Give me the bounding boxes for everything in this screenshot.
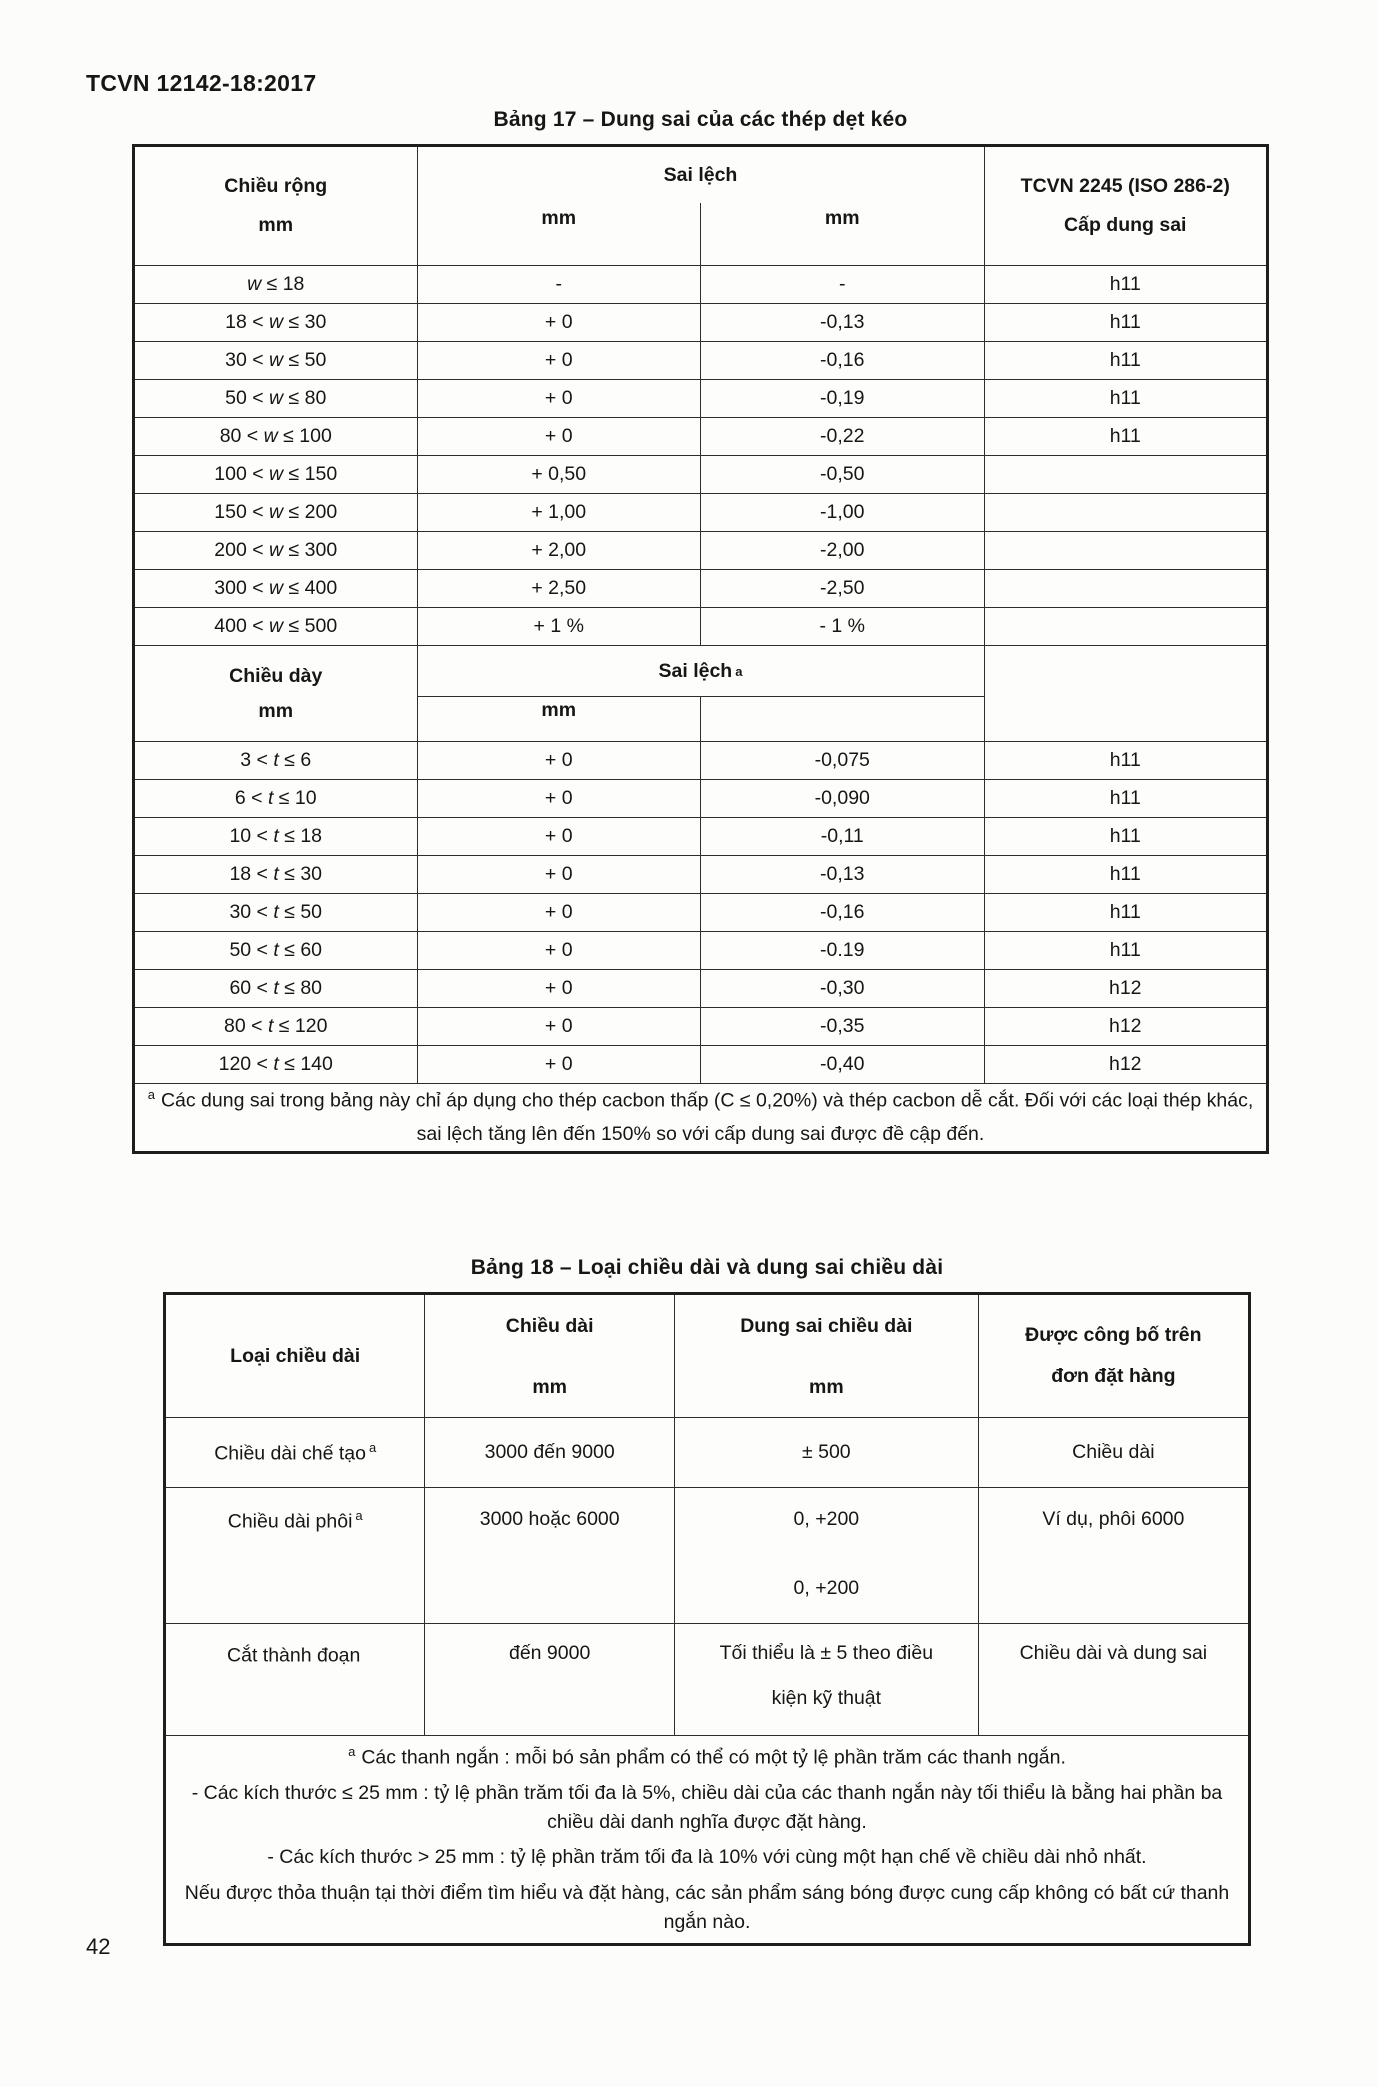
plus-dev-cell: - [417,266,701,304]
length-tolerance-column-header [674,1294,978,1418]
plus-dev-cell: + 1 % [417,608,701,646]
grade-cell: h11 [984,894,1268,932]
plus-dev-cell: + 0 [417,742,701,780]
grade-cell: h11 [984,932,1268,970]
length-header-label: Chiều dài [505,1315,594,1337]
deviation-header-label-thickness [418,647,984,697]
tolerance-line2: 0, +200 [793,1577,860,1599]
minus-dev-cell: -1,00 [701,494,985,532]
tolerance-line1: 0, +200 [793,1508,860,1530]
table-row [134,456,1268,494]
grade-cell: h12 [984,970,1268,1008]
grade-cell: h12 [984,1008,1268,1046]
minus-dev-cell: -0,19 [701,380,985,418]
plus-dev-cell: + 0 [417,894,701,932]
length-type-cell [165,1624,425,1736]
grade-cell: h11 [984,780,1268,818]
range-cell: 18 < w ≤ 30 [134,304,418,342]
plus-dev-cell: + 0 [417,970,701,1008]
table17-tolerance-table [132,144,1269,1154]
range-cell: 80 < t ≤ 120 [134,1008,418,1046]
doc-number: TCVN 12142-18:2017 [86,70,317,96]
footnote-line: Nếu được thỏa thuận tại thời điểm tìm hiểu và đặt hàng, các sản phẩm sáng bóng được cung cấp không có bất cứ thanh ngắn nào. [184,1881,1230,1933]
plus-dev-cell: + 0 [417,932,701,970]
range-cell: w ≤ 18 [134,266,418,304]
table18-title: Bảng 18 – Loại chiều dài và dung sai chiều dài [470,1256,944,1279]
table-row [134,418,1268,456]
grade-cell: h11 [984,818,1268,856]
footnote-marker: a [147,1087,155,1102]
range-cell: 18 < t ≤ 30 [134,856,418,894]
table17-thickness-header-row [134,646,1268,742]
grade-cell: h11 [984,380,1268,418]
table17-width-header-row [134,146,1268,266]
deviation-unit-plus: mm [541,698,577,721]
range-cell: 10 < t ≤ 18 [134,818,418,856]
range-cell: 150 < w ≤ 200 [134,494,418,532]
length-type-cell [165,1488,425,1624]
tolerance-line1: Tối thiểu là ± 5 theo điều [719,1642,934,1664]
length-type-text: Cắt thành đoạn [227,1644,361,1667]
minus-dev-cell: - [701,266,985,304]
minus-dev-cell: -0,50 [701,456,985,494]
grade-cell [984,570,1268,608]
thickness-header-label: Chiều dày [229,664,323,687]
table17-title: Bảng 17 – Dung sai của các thép dẹt kéo [493,108,908,131]
plus-dev-cell: + 0 [417,380,701,418]
table17-section [132,108,1269,1154]
grade-cell [984,494,1268,532]
length-type-cell [165,1418,425,1488]
length-cell: đến 9000 [425,1624,675,1736]
length-tolerance-header-unit: mm [808,1376,844,1398]
declared-column-header [978,1294,1249,1418]
range-cell: 60 < t ≤ 80 [134,970,418,1008]
table18-section [163,1256,1251,1946]
table18-footnote [165,1736,1250,1945]
minus-dev-cell: -0,11 [701,818,985,856]
deviation-column-header-thickness [417,646,984,742]
length-cell: 3000 hoặc 6000 [425,1488,675,1624]
grade-cell: h12 [984,1046,1268,1084]
table-row [134,818,1268,856]
declared-cell: Chiều dài và dung sai [978,1624,1249,1736]
footnote-text: Các thanh ngắn : mỗi bó sản phẩm có thể có một tỷ lệ phần trăm các thanh ngắn. [361,1746,1066,1769]
declared-cell: Chiều dài [978,1418,1249,1488]
table-row [134,380,1268,418]
plus-dev-cell: + 0 [417,818,701,856]
table-row [134,266,1268,304]
deviation-unit-plus: mm [541,207,577,229]
range-cell: 6 < t ≤ 10 [134,780,418,818]
table18-length-table [163,1292,1251,1946]
plus-dev-cell: + 0,50 [417,456,701,494]
plus-dev-cell: + 0 [417,1008,701,1046]
deviation-label-text: Sai lệch [658,659,733,682]
plus-dev-cell: + 0 [417,418,701,456]
minus-dev-cell: -0,16 [701,342,985,380]
deviation-column-header [417,146,984,266]
plus-dev-cell: + 2,00 [417,532,701,570]
table-row [165,1624,1250,1736]
tolerance-cell: ± 500 [674,1418,978,1488]
grade-header-label: Cấp dung sai [1064,214,1187,236]
deviation-unit-minus [700,697,984,741]
range-cell: 30 < w ≤ 50 [134,342,418,380]
table-row [134,970,1268,1008]
length-tolerance-header-label: Dung sai chiều dài [740,1315,913,1337]
declared-header-line2: đơn đặt hàng [1051,1365,1176,1387]
table-row [165,1418,1250,1488]
length-type-text: Chiều dài phôi [227,1510,353,1533]
plus-dev-cell: + 2,50 [417,570,701,608]
grade-cell: h11 [984,304,1268,342]
plus-dev-cell: + 1,00 [417,494,701,532]
length-cell: 3000 đến 9000 [425,1418,675,1488]
minus-dev-cell: -0,22 [701,418,985,456]
footnote-line: - Các kích thước ≤ 25 mm : tỷ lệ phần trăm tối đa là 5%, chiều dài của các thanh ngắn này tối thiểu là bằng hai phần ba chiều dài danh nghĩa được đặt hàng. [191,1781,1223,1833]
grade-header-standard: TCVN 2245 (ISO 286-2) [1020,175,1230,197]
range-cell: 50 < t ≤ 60 [134,932,418,970]
grade-cell: h11 [984,742,1268,780]
table-row [134,570,1268,608]
table-row [134,1008,1268,1046]
footnote-marker: a [355,1508,363,1523]
plus-dev-cell: + 0 [417,342,701,380]
table-row [134,532,1268,570]
deviation-header-units-thickness [418,697,984,741]
page-number: 42 [86,1934,111,1959]
table-row [134,856,1268,894]
footnote-marker: a [368,1439,377,1455]
deviation-unit-minus: mm [700,203,984,265]
range-cell: 3 < t ≤ 6 [134,742,418,780]
table-row [165,1488,1250,1624]
table-row [134,932,1268,970]
minus-dev-cell: -0,40 [701,1046,985,1084]
table17-footnote-row [134,1084,1268,1153]
table-row [134,780,1268,818]
grade-cell: h11 [984,856,1268,894]
footnote-marker: a [348,1744,356,1759]
width-header-unit: mm [258,214,294,236]
minus-dev-cell: -0,075 [701,742,985,780]
table17-footnote [134,1084,1268,1153]
thickness-header-unit: mm [258,699,294,722]
range-cell: 120 < t ≤ 140 [134,1046,418,1084]
range-cell: 400 < w ≤ 500 [134,608,418,646]
grade-cell: h11 [984,342,1268,380]
table-row [134,342,1268,380]
deviation-header-label: Sai lệch [663,163,738,186]
footnote-marker: a [735,663,743,679]
tolerance-line2: kiện kỹ thuật [771,1687,882,1709]
minus-dev-cell: -0,16 [701,894,985,932]
plus-dev-cell: + 0 [417,856,701,894]
width-header-label: Chiều rộng [224,175,328,197]
length-column-header [425,1294,675,1418]
plus-dev-cell: + 0 [417,304,701,342]
range-cell: 50 < w ≤ 80 [134,380,418,418]
minus-dev-cell: -0.19 [701,932,985,970]
width-column-header [134,146,418,266]
minus-dev-cell: -2,00 [701,532,985,570]
table-row [134,608,1268,646]
thickness-column-header [134,646,418,742]
range-cell: 100 < w ≤ 150 [134,456,418,494]
tolerance-cell [674,1624,978,1736]
footnote-line [166,1742,1248,1773]
table18-footnote-row [165,1736,1250,1945]
minus-dev-cell: -0,30 [701,970,985,1008]
footnote-line: - Các kích thước > 25 mm : tỷ lệ phần trăm tối đa là 10% với cùng một hạn chế về chiều dài nhỏ nhất. [267,1846,1147,1869]
length-header-unit: mm [532,1376,567,1398]
table-row [134,1046,1268,1084]
grade-cell: h11 [984,418,1268,456]
minus-dev-cell: - 1 % [701,608,985,646]
minus-dev-cell: -0,090 [701,780,985,818]
range-cell: 30 < t ≤ 50 [134,894,418,932]
table18-header-row [165,1294,1250,1418]
tolerance-cell [674,1488,978,1624]
deviation-header-units [418,203,984,265]
plus-dev-cell: + 0 [417,780,701,818]
range-cell: 200 < w ≤ 300 [134,532,418,570]
grade-column-header [984,146,1268,266]
range-cell: 80 < w ≤ 100 [134,418,418,456]
grade-cell [984,532,1268,570]
table-row [134,494,1268,532]
declared-cell: Ví dụ, phôi 6000 [978,1488,1249,1624]
table-row [134,894,1268,932]
range-cell: 300 < w ≤ 400 [134,570,418,608]
grade-cell [984,456,1268,494]
minus-dev-cell: -0,35 [701,1008,985,1046]
grade-column-header-empty [984,646,1268,742]
minus-dev-cell: -0,13 [701,304,985,342]
minus-dev-cell: -2,50 [701,570,985,608]
table-row [134,304,1268,342]
length-type-text: Chiều dài chế tạo [214,1442,366,1465]
length-type-column-header: Loại chiều dài [165,1294,425,1418]
declared-header-line1: Được công bố trên [1025,1324,1202,1347]
plus-dev-cell: + 0 [417,1046,701,1084]
table-row [134,742,1268,780]
table17-footnote-text: Các dung sai trong bảng này chỉ áp dụng cho thép cacbon thấp (C ≤ 0,20%) và thép cacbon dễ cắt. Đối với các loại thép khác, sai lệch tăng lên đến 150% so với cấp dung sai được đề cập đến. [160,1089,1254,1145]
minus-dev-cell: -0,13 [701,856,985,894]
grade-cell [984,608,1268,646]
grade-cell: h11 [984,266,1268,304]
